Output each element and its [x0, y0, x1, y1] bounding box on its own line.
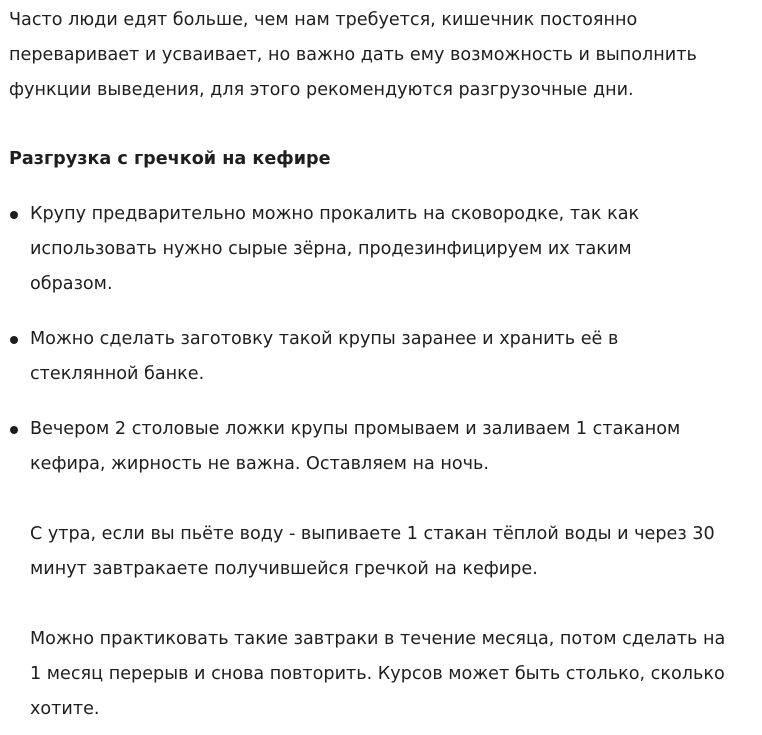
list-item-line: использовать нужно сырые зёрна, продезинфицируем их таким	[30, 239, 632, 259]
intro-paragraph	[9, 3, 749, 108]
intro-line: функции выведения, для этого рекомендуются разгрузочные дни.	[9, 80, 634, 100]
list-item-line: С утра, если вы пьёте воду - выпиваете 1 стакан тёплой воды и через 30	[30, 524, 715, 544]
list-item-line: Вечером 2 столовые ложки крупы промываем и заливаем 1 стаканом	[30, 419, 681, 439]
bullet-list	[9, 197, 762, 727]
list-item	[9, 412, 762, 727]
intro-line: переваривает и усваивает, но важно дать ему возможность и выполнить	[9, 45, 697, 65]
bullet-dot-icon	[10, 336, 18, 344]
list-item-text	[30, 412, 760, 482]
list-item-line: стеклянной банке.	[30, 364, 205, 384]
list-item-line: Можно сделать заготовку такой крупы заранее и хранить её в	[30, 329, 619, 349]
intro-line: Часто люди едят больше, чем нам требуется, кишечник постоянно	[9, 10, 638, 30]
list-item	[9, 322, 762, 392]
bullet-dot-icon	[10, 426, 18, 434]
bullet-dot-icon	[10, 211, 18, 219]
list-item-subparagraph	[30, 517, 760, 587]
list-item-line: 1 месяц перерыв и снова повторить. Курсов может быть столько, сколько	[30, 664, 725, 684]
list-item-subparagraph	[30, 622, 760, 727]
list-item-text	[30, 197, 760, 302]
list-item-line: Крупу предварительно можно прокалить на сковородке, так как	[30, 204, 640, 224]
list-item-line: образом.	[30, 274, 113, 294]
list-item-line: минут завтракаете получившейся гречкой на кефире.	[30, 559, 538, 579]
section-heading: Разгрузка с гречкой на кефире	[9, 149, 331, 169]
list-item-text	[30, 322, 760, 392]
list-item-line: кефира, жирность не важна. Оставляем на ночь.	[30, 454, 489, 474]
list-item-line: хотите.	[30, 699, 100, 719]
list-item-line: Можно практиковать такие завтраки в течение месяца, потом сделать на	[30, 629, 726, 649]
list-item	[9, 197, 762, 302]
